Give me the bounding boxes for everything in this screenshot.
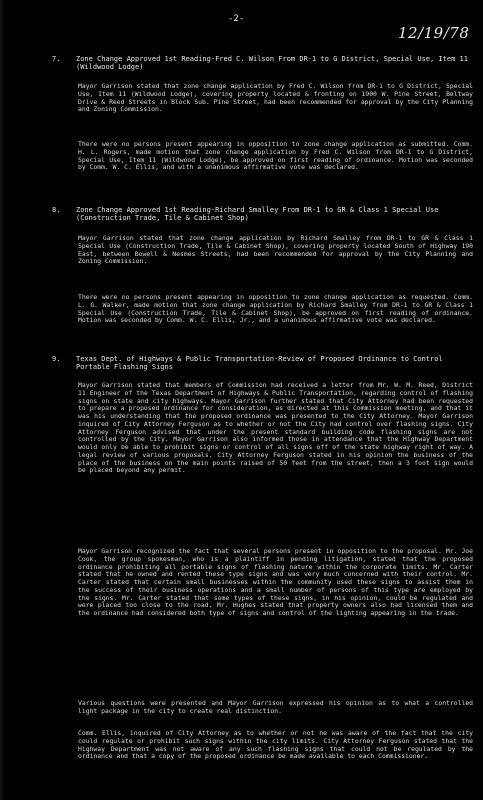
item-8-paragraph-2: There were no persons present appearing in opposition to zone change application as requested. Comm. L. G. Walker, made motion that zone change application by Richard Smalley from DR-1 to GR & Class 1 Special Use (Construction Trade, Tile & Cabinet Shop), be approved on first reading of ordinance. Motion was seconded by Comm. W. C. Ellis, Jr., and a unanimous affirmative vote was declared. (78, 293, 473, 325)
item-number: 9. (52, 355, 61, 363)
item-heading: Zone Change Approved 1st Reading-Fred C. Wilson From DR-1 to G District, Special Use, Item 11 (Wildwood Lodge) (76, 55, 468, 71)
item-number: 8. (52, 206, 61, 214)
item-9-paragraph-1: Mayor Garrison stated that members of Commission had received a letter from Mr. W. M. Reed, District 11 Engineer of the Texas Department of Highways & Public Transportation, regarding control of flashing signs on state and city highways. Mayor Garrison further stated that City Attorney had been requested to prepare a proposed ordinance for consideration, as directed at this Commission meeting, and that it was his understanding that the proposed ordinance was presented to the City Attorney. Mayor Garrison inquired of City Attorney Ferguson as to whether or not the City had control over flashing signs. City Attorney Ferguson advised that under the present standard building code flashing signs are not controlled by the City. Mayor Garrison also informed those in attendance that the Highway Department would only be able to prohibit signs or control of all signs off of the state highway right of way. A legal review of various proposals. City Attorney Ferguson stated in his opinion the business of the place of the business on the main points raised of 50 feet from the street, then a 3 foot sign would be placed beyond any permit. (78, 381, 473, 475)
item-8-paragraph-1: Mayor Garrison stated that zone change application by Richard Smalley from DR-1 to GR & Class 1 Special Use (Construction Trade, Tile & Cabinet Shop), covering property located South of Highway 190 East, between Bowell & Nesmes Streets, had been recommended for approval by the City Planning and Zoning Commission. (78, 234, 473, 266)
item-9-paragraph-3: Various questions were presented and Mayor Garrison expressed his opinion as to what a controlled light package in the city to create real distinction. (78, 699, 473, 715)
item-7-paragraph-2: There were no persons present appearing in opposition to zone change application as submitted. Comm. H. L. Rogers, made motion that zone change application by Fred C. Wilson from DR-1 to G District, Special Use, Item 11 (Wildwood Lodge), be approved on first reading of ordinance. Motion was seconded by Comm. W. C. Ellis, and with a unanimous affirmative vote was declared. (78, 140, 473, 172)
scan-left-edge (0, 0, 3, 800)
item-9-paragraph-2: Mayor Garrison recognized the fact that several persons present in opposition to the proposal. Mr. Joe Cook, the group spokesman, who is a plaintiff in pending litigation, stated that the proposed ordinance prohibiting all portable signs of flashing nature within the corporate limits. Mr. Carter stated that he owned and rented these type signs and was very much concerned with their control. Mr. Carter stated that certain small businesses within the community used these signs to assist them in the success of their business operations and a small number of persons of this type are employed by the signs. Mr. Carter stated that some types of these signs, in his opinion, could be regulated and were placed too close to the road. Mr. Hughes stated that property owners also had licensed them and the ordinance had considered both type of signs and control of the lighting appearing in the trade. (78, 547, 473, 617)
item-7-paragraph-1: Mayor Garrison stated that zone change application by Fred C. Wilson from DR-1 to G District, Special Use, Item 11 (Wildwood Lodge), covering property located & fronting on 1900 W. Pine Street, Beltway Drive & Reed Streets in Block Sub. Pine Street, had been recommended for approval by the City Planning and Zoning Commission. (78, 82, 473, 114)
item-heading: Zone Change Approved 1st Reading-Richard Smalley From DR-1 to GR & Class 1 Special Use (Construction Trade, Tile & Cabinet Shop) (76, 206, 439, 222)
item-heading: Texas Dept. of Highways & Public Transportation-Review of Proposed Ordinance to Control Portable Flashing Signs (76, 355, 443, 371)
handwritten-date: 12/19/78 (398, 24, 470, 42)
item-9-paragraph-4: Comm. Ellis, inquired of City Attorney as to whether or not he was aware of the fact that the city could regulate or prohibit such signs within the city limits. City Attorney Ferguson stated that the Highway Department was not aware of any such flashing signs that could not be regulated by the ordinance and that a copy of the proposed ordinance be made available to each Commissioner. (78, 729, 473, 761)
page-number: -2- (228, 14, 245, 24)
item-number: 7. (52, 55, 61, 63)
